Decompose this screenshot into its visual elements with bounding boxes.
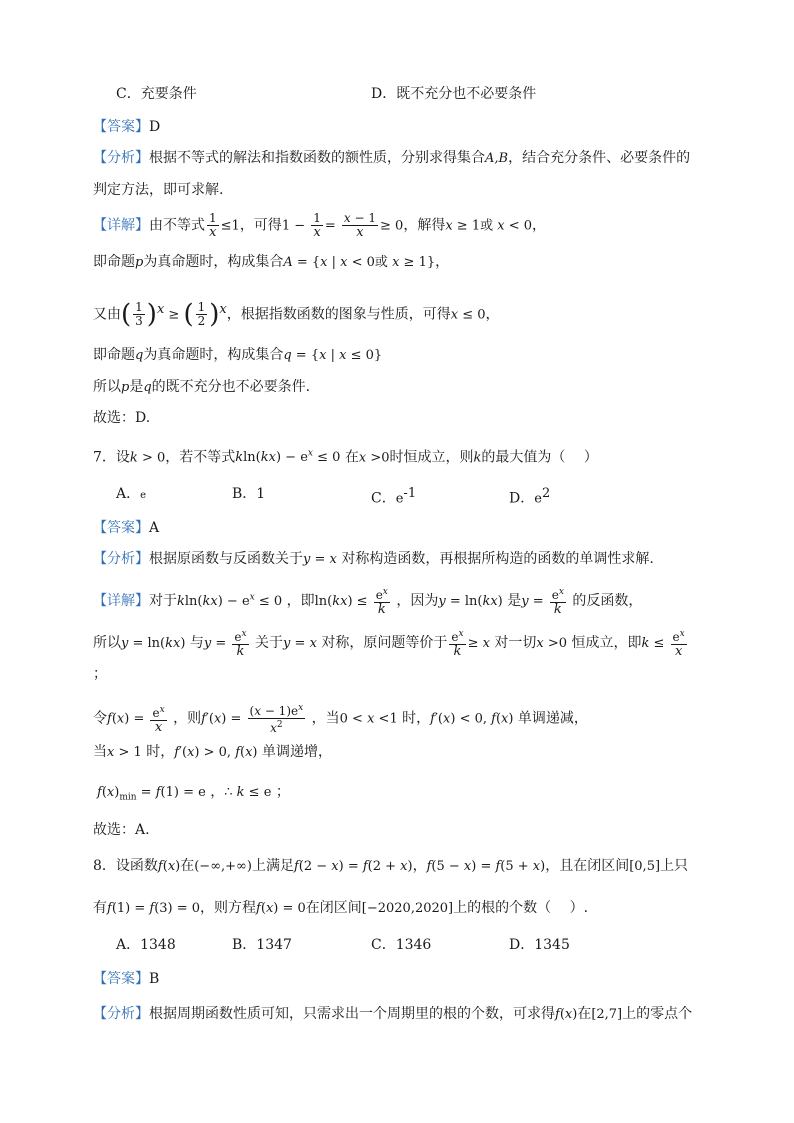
q7-detail-line-5: $f(x)_{min} = f(1) = e$ ，∴ k ≤ e ； [97,784,290,803]
q8-option-c: C．1346 [371,937,432,953]
detail-tag: 【详解】 [93,593,149,609]
q7-answer [93,518,704,538]
q7-option-c: C．$e^{-1}$ [371,486,417,507]
answer-tag: 【答案】 [93,520,149,536]
answer-value: D [149,119,161,135]
q7-detail-line-2: 所以y = ln(kx) 与y = $\frac{e^x}{k}$ 关于y = x 对称，原问题等价于 $\frac{e^x}{k}$ ≥ x 对一切x >0 恒成立，即k ≤ $\frac{e^x}{x}$ [93,629,685,659]
q8-option-b: B．1347 [232,937,292,953]
q8-answer [93,969,704,989]
q7-option-b: B．1 [232,486,266,502]
q8-option-a: A．1348 [116,937,176,953]
q6-analysis-line-2: 判定方法，即可求解. [93,182,224,198]
detail-tag: 【详解】 [93,217,149,234]
answer-tag: 【答案】 [93,971,149,987]
q7-semicolon: ； [93,666,107,682]
q8-option-d: D．1345 [509,937,570,953]
q6-detail-line-2: 即命题p为真命题时，构成集合A = {x | x < 0或 x ≥ 1}， [93,254,450,270]
q6-conclusion: 所以p是q的既不充分也不必要条件. [93,379,311,395]
q7-detail-line-3: 令f(x) = $\frac{e^x}{x}$ ，则f′(x) = $\frac{(x - 1)e^x}{x^2}$ ，当0 < x <1 时，f′(x) < 0, f(x) 单调递减， [93,703,588,735]
q6-detail-line-1: 【详解】由不等式 $\frac{1}{x}$ ≤1，可得1 − $\frac{1}{x}$ = $\frac{x - 1}{x}$ ≥ 0，解得x ≥ 1或 x < 0， [93,211,547,240]
fraction-1-over-x: $\frac{1}{x}$ [209,211,217,240]
analysis-tag: 【分析】 [93,1006,149,1022]
q7-option-d: D．$e^2$ [509,486,551,507]
q6-choose: 故选：D. [93,410,151,426]
q7-stem: 7．设k > 0，若不等式$kln(kx) - e^x \le 0$ 在x >0时恒成立，则k的最大值为（ ） [93,449,598,466]
q6-option-d: D．既不充分也不必要条件 [371,86,537,102]
analysis-tag: 【分析】 [93,551,149,567]
analysis-tag: 【分析】 [93,150,149,166]
answer-value: B [149,971,160,987]
q6-option-c: C．充要条件 [116,86,197,102]
q6-detail-line-3: 又由( $\frac{1}{3}$ )$^x$ ≥ ( $\frac{1}{2}$ )$^x$，根据指数函数的图象与性质，可得x ≤ 0， [93,299,500,330]
answer-tag: 【答案】 [93,119,149,135]
q8-stem-line-1: 8．设函数f(x)在(−∞,+∞)上满足f(2 − x) = f(2 + x)，f(5 − x) = f(5 + x)，且在闭区间[0,5]上只 [93,858,689,874]
q6-detail-line-4: 即命题q为真命题时，构成集合q = {x | x ≤ 0} [93,347,383,363]
set-names: A,B [485,151,509,166]
q6-answer [93,117,704,137]
q6-analysis-line-1: 【分析】根据不等式的解法和指数函数的额性质，分别求得集合A,B，结合充分条件、必要条件的 [93,150,691,166]
q7-detail-line-1: 【详解】对于$kln(kx) - e^x \le 0$ ，即ln(kx) ≤ $\frac{e^x}{k}$ ，因为y = ln(kx) 是y = $\frac{e^x}{k}$ 的反函数， [93,587,643,617]
q7-analysis: 【分析】根据原函数与反函数关于y = x 对称构造函数，再根据所构造的函数的单调性求解. [93,551,654,567]
q8-analysis: 【分析】根据周期函数性质可知，只需求出一个周期里的根的个数，可求得f(x)在[2,7]上的零点个 [93,1006,693,1022]
q8-stem-line-2: 有f(1) = f(3) = 0，则方程f(x) = 0在闭区间[−2020,2020]上的根的个数（ ）. [93,900,589,916]
q7-choose: 故选：A. [93,822,150,838]
answer-value: A [149,520,160,536]
q7-option-a: A．e [116,486,147,502]
q7-detail-line-4: 当x > 1 时，f′(x) > 0, f(x) 单调递增， [93,744,332,760]
